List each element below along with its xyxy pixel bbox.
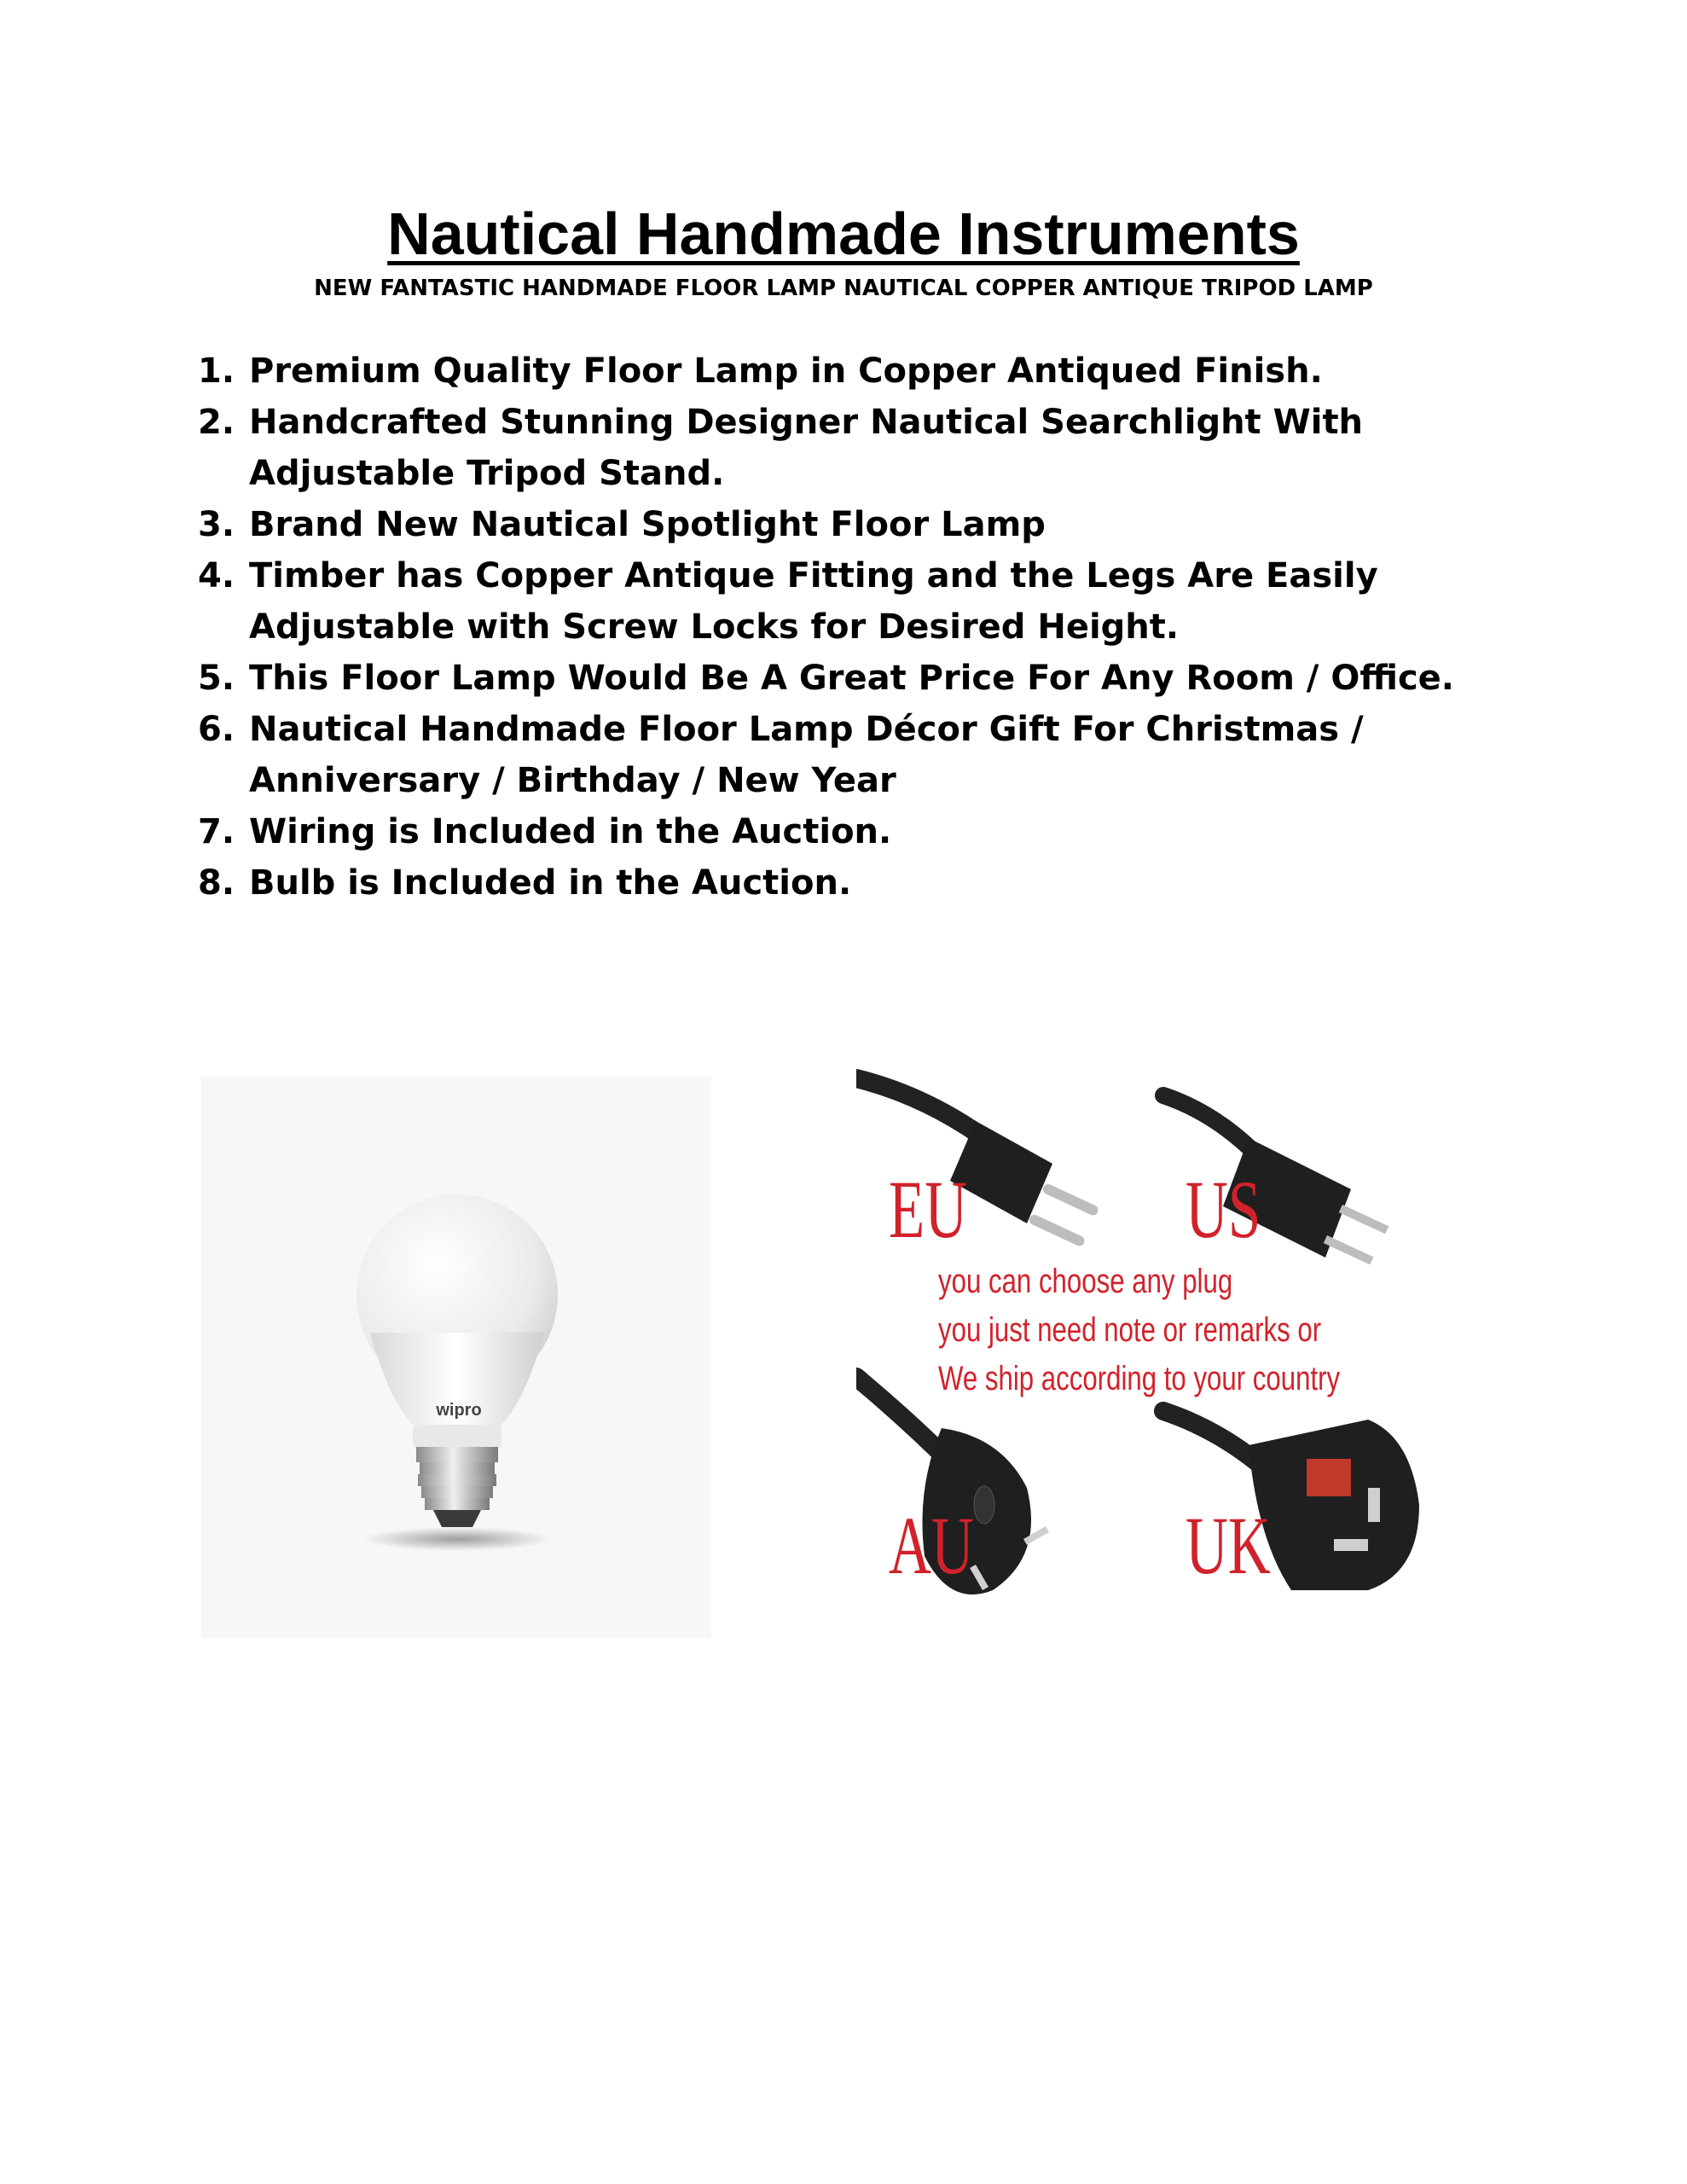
feature-text: Handcrafted Stunning Designer Nautical Searchlight With Adjustable Tripod Stand. (249, 403, 1364, 493)
feature-number: 5. (198, 659, 235, 698)
feature-item (198, 653, 1494, 704)
plug-note-line: We ship according to your country (938, 1360, 1341, 1397)
feature-number: 4. (198, 556, 235, 595)
feature-text: Bulb is Included in the Auction. (249, 863, 852, 903)
light-bulb-icon (201, 1077, 711, 1638)
bulb-image (201, 1077, 711, 1638)
page-subtitle: NEW FANTASTIC HANDMADE FLOOR LAMP NAUTICAL COPPER ANTIQUE TRIPOD LAMP (314, 276, 1373, 301)
feature-number: 2. (198, 403, 235, 442)
feature-item (198, 857, 1494, 909)
feature-item (198, 397, 1494, 499)
feature-list (198, 346, 1494, 909)
region-au-label: AU (889, 1500, 974, 1591)
feature-number: 1. (198, 351, 235, 391)
feature-item (198, 806, 1494, 857)
plug-note (938, 1258, 1340, 1403)
feature-number: 8. (198, 863, 235, 903)
feature-number: 3. (198, 505, 235, 544)
feature-text: Premium Quality Floor Lamp in Copper Antiqued Finish. (249, 351, 1323, 391)
region-eu-label: EU (889, 1164, 968, 1255)
plug-note-line: you can choose any plug (938, 1263, 1233, 1300)
plug-note-line: you just need note or remarks or (938, 1311, 1322, 1349)
feature-number: 7. (198, 812, 235, 851)
feature-text: This Floor Lamp Would Be A Great Price For Any Room / Office. (249, 659, 1454, 698)
feature-text: Brand New Nautical Spotlight Floor Lamp (249, 505, 1046, 544)
region-us-label: US (1186, 1164, 1261, 1255)
feature-number: 6. (198, 710, 235, 749)
plug-types-image (856, 1061, 1440, 1641)
feature-text: Nautical Handmade Floor Lamp Décor Gift For Christmas / Anniversary / Birthday / New Year (249, 710, 1364, 800)
feature-item (198, 550, 1494, 653)
feature-item (198, 704, 1494, 806)
bulb-brand-label: wipro (436, 1401, 482, 1420)
feature-text: Wiring is Included in the Auction. (249, 812, 892, 851)
page-title: Nautical Handmade Instruments (387, 200, 1300, 267)
feature-item (198, 346, 1494, 397)
feature-item (198, 499, 1494, 550)
region-uk-label: UK (1186, 1500, 1271, 1591)
feature-text: Timber has Copper Antique Fitting and the Legs Are Easily Adjustable with Screw Locks for Desired Height. (249, 556, 1378, 647)
